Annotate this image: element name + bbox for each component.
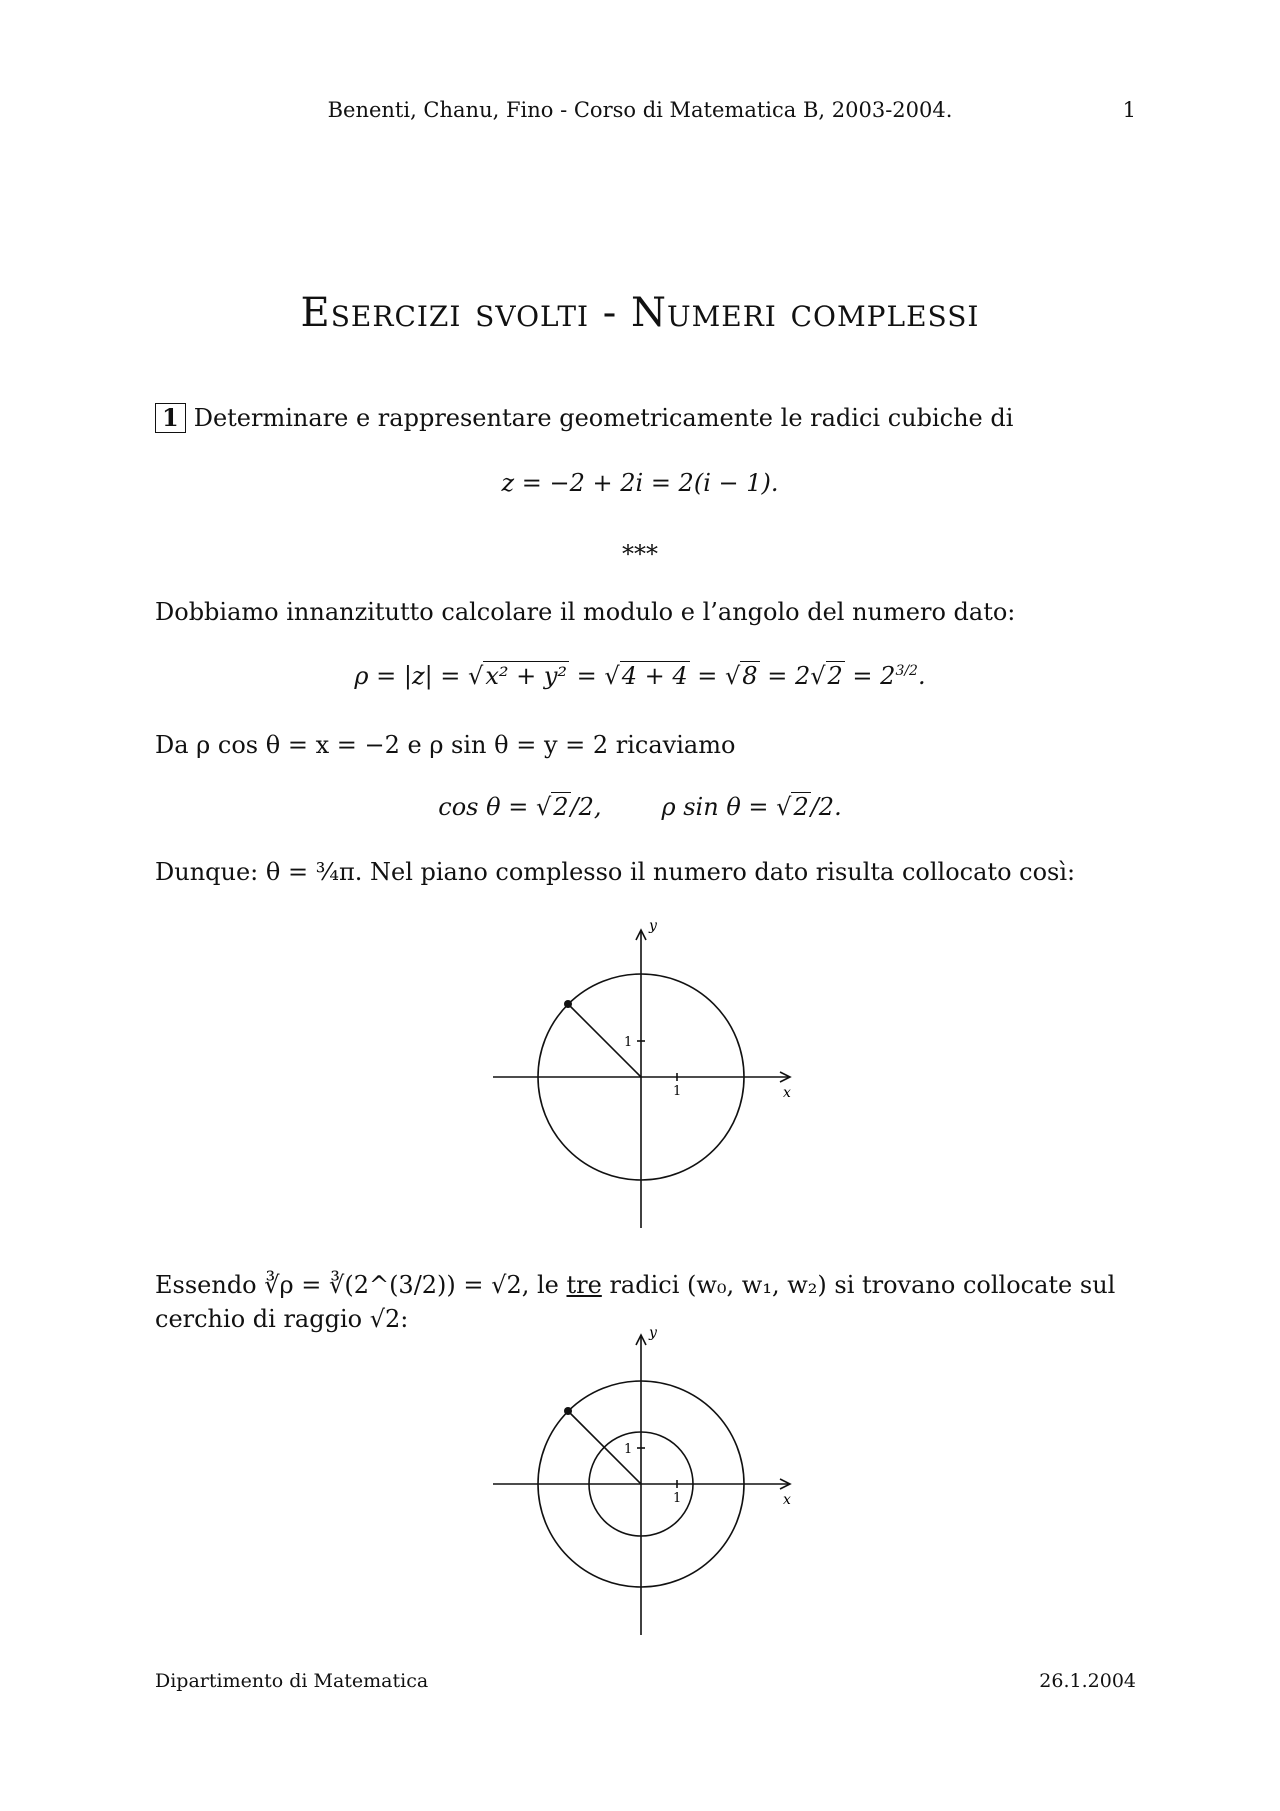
section-separator: ***: [622, 540, 658, 568]
footer-date: 26.1.2004: [1039, 1670, 1136, 1692]
eq-modulus-lhs: ρ = |z| =: [354, 662, 469, 690]
x-axis-label: x: [783, 1085, 791, 1101]
point-z: [564, 1407, 572, 1415]
eq-trig-sqrt-b: 2: [793, 793, 809, 821]
roots-expression: ∛ρ = ∛(2^(3/2)) = √2: [264, 1271, 522, 1299]
y-tick-label: 1: [624, 1442, 633, 1457]
eq-trig-sqrt-a: 2: [553, 793, 569, 821]
figure-roots-plane: [490, 1328, 800, 1638]
problem-number-box: 1: [155, 403, 186, 433]
paragraph-modulus-intro: Dobbiamo innanzitutto calcolare il modulo e l’angolo del numero dato:: [155, 598, 1016, 626]
paragraph-theta: Dunque: θ = ¾π. Nel piano complesso il numero dato risulta collocato così:: [155, 858, 1076, 886]
roots-post: radici (w₀, w₁, w₂) si trovano collocate sul cerchio di raggio √2:: [155, 1271, 1116, 1333]
x-tick-label: 1: [673, 1491, 682, 1506]
paragraph-from: Da ρ cos θ = x = −2 e ρ sin θ = y = 2 ricaviamo: [155, 731, 736, 759]
x-tick-label: 1: [673, 1084, 682, 1099]
eq-modulus-eq-c: = 2: [759, 662, 811, 690]
figure-complex-plane: [490, 920, 800, 1230]
y-tick-label: 1: [624, 1035, 633, 1050]
eq-modulus-sqrt3: 8: [742, 662, 758, 690]
eq-trig-b-end: /2.: [810, 793, 842, 821]
problem-text: Determinare e rappresentare geometricamente le radici cubiche di: [193, 404, 1014, 432]
page-number: 1: [1122, 98, 1136, 122]
eq-modulus-sqrt1: x² + y²: [485, 662, 568, 690]
paragraph-roots: [155, 1268, 1135, 1336]
eq-trig-b: ρ sin θ =: [661, 793, 777, 821]
y-axis-label: y: [649, 1328, 657, 1341]
eq-modulus-sqrt2: 4 + 4: [621, 662, 688, 690]
equation-trig: cos θ = √2/2, ρ sin θ = √2/2.: [438, 793, 842, 821]
eq-modulus-eq-a: =: [569, 662, 605, 690]
problem-statement: [155, 403, 1013, 433]
roots-underlined: tre: [566, 1271, 602, 1299]
eq-modulus-exponent: 3/2: [895, 663, 918, 679]
equation-modulus: $\rho = |z| = √x^2 + y^2 = √4 + 4 = √8 = 2√2 = 2^{3/2}$.: [354, 662, 926, 690]
footer-department: Dipartimento di Matematica: [155, 1670, 429, 1692]
page-title: Esercizi svolti - Numeri complessi: [300, 290, 980, 336]
eq-trig-a-end: /2,: [570, 793, 602, 821]
eq-modulus-end: .: [917, 662, 926, 690]
roots-pre: Essendo: [155, 1271, 265, 1299]
x-axis-label: x: [783, 1492, 791, 1508]
problem-equation: z = −2 + 2i = 2(i − 1).: [501, 469, 779, 497]
eq-trig-a: cos θ =: [438, 793, 536, 821]
y-axis-label: y: [649, 920, 657, 934]
running-head: Benenti, Chanu, Fino - Corso di Matematica B, 2003-2004.: [327, 98, 953, 122]
eq-modulus-sqrt4: 2: [827, 662, 843, 690]
roots-mid: , le: [521, 1271, 567, 1299]
point-z: [564, 1000, 572, 1008]
eq-modulus-eq-d: = 2: [844, 662, 896, 690]
eq-modulus-eq-b: =: [689, 662, 725, 690]
